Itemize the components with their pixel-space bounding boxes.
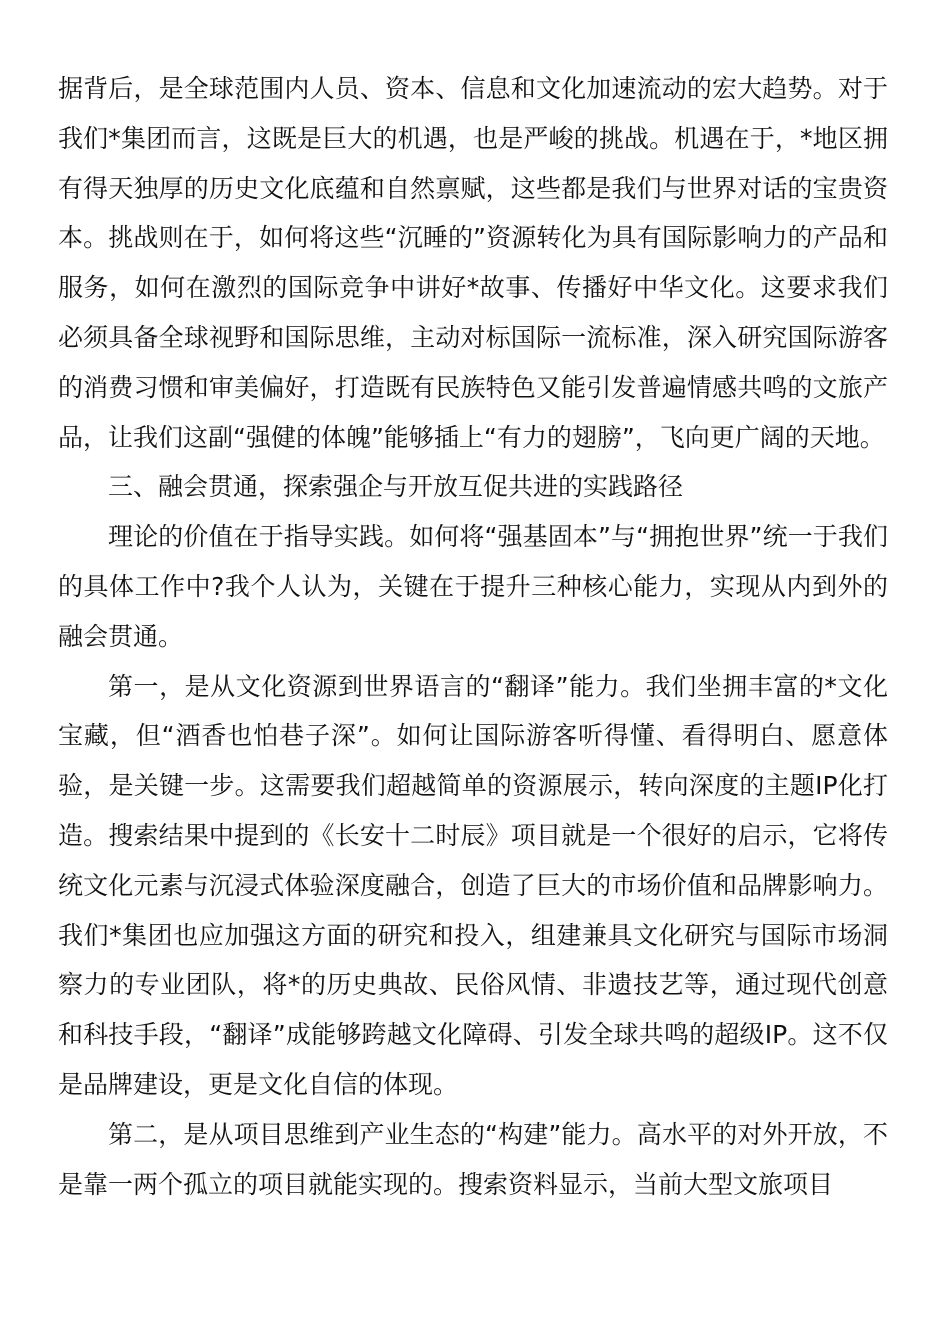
paragraph-continuation: 据背后，是全球范围内人员、资本、信息和文化加速流动的宏大趋势。对于我们*集团而言，这既是巨大的机遇，也是严峻的挑战。机遇在于，*地区拥有得天独厚的历史文化底蕴和自然禀赋，这些都是我们与世界对话的宝贵资本。挑战则在于，如何将这些“沉睡的”资源转化为具有国际影响力的产品和服务，如何在激烈的国际竞争中讲好*故事、传播好中华文化。这要求我们必须具备全球视野和国际思维，主动对标国际一流标准，深入研究国际游客的消费习惯和审美偏好，打造既有民族特色又能引发普遍情感共鸣的文旅产品，让我们这副“强健的体魄”能够插上“有力的翅膀”，飞向更广阔的天地。 [58,74,888,452]
paragraph-first-ability: 第一，是从文化资源到世界语言的“翻译”能力。我们坐拥丰富的*文化宝藏，但“酒香也怕巷子深”。如何让国际游客听得懂、看得明白、愿意体验，是关键一步。这需要我们超越简单的资源展示，转向深度的主题IP化打造。搜索结果中提到的《长安十二时辰》项目就是一个很好的启示，它将传统文化元素与沉浸式体验深度融合，创造了巨大的市场价值和品牌影响力。我们*集团也应加强这方面的研究和投入，组建兼具文化研究与国际市场洞察力的专业团队，将*的历史典故、民俗风情、非遗技艺等，通过现代创意和科技手段，“翻译”成能够跨越文化障碍、引发全球共鸣的超级IP。这不仅是品牌建设，更是文化自信的体现。 [58,671,888,1099]
paragraph-theory: 理论的价值在于指导实践。如何将“强基固本”与“拥抱世界”统一于我们的具体工作中?我个人认为，关键在于提升三种核心能力，实现从内到外的融会贯通。 [58,522,888,651]
paragraph-second-ability: 第二，是从项目思维到产业生态的“构建”能力。高水平的对外开放，不是靠一两个孤立的项目就能实现的。搜索资料显示，当前大型文旅项目 [58,1119,888,1199]
section-heading-three: 三、融会贯通，探索强企与开放互促共进的实践路径 [108,472,684,502]
document-body [58,64,888,1209]
